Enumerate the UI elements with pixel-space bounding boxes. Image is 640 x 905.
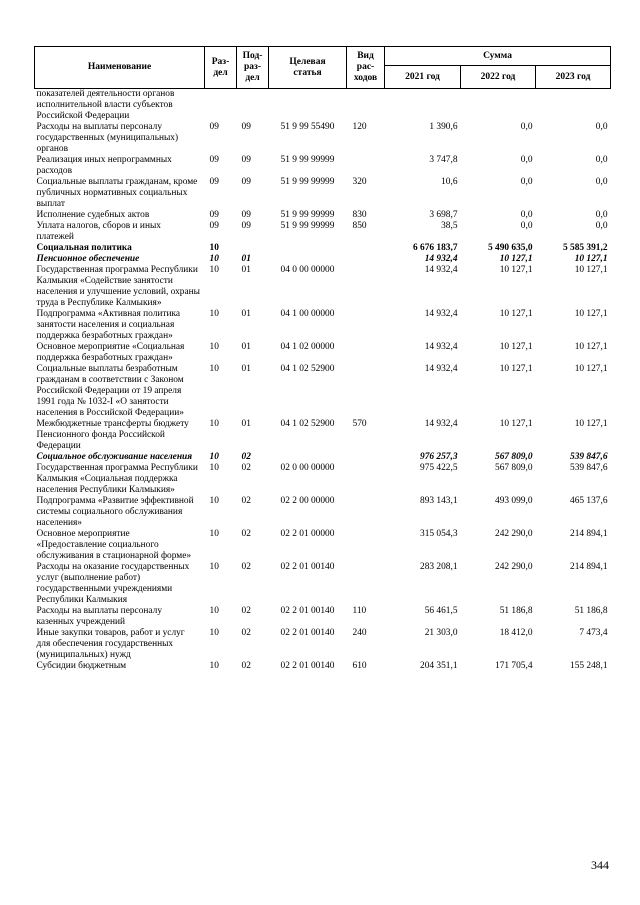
header-target xyxy=(269,47,347,89)
cell-sum-2022: 567 809,0 xyxy=(495,463,533,473)
cell-sum-2023: 0,0 xyxy=(595,221,608,231)
cell-podrazdel xyxy=(237,89,269,123)
table-row xyxy=(35,364,611,419)
cell-target: 51 9 99 99999 xyxy=(280,221,335,231)
cell-razdel: 10 xyxy=(209,364,219,374)
cell-sum-2023: 539 847,6 xyxy=(570,452,608,462)
cell-podrazdel: 01 xyxy=(241,342,251,352)
cell-vid xyxy=(347,496,385,529)
cell-name: Межбюджетные трансферты бюджету Пенсионного фонда Российской Федерации xyxy=(36,419,189,451)
cell-razdel: 10 xyxy=(209,529,219,539)
cell-target xyxy=(269,243,347,254)
cell-name: Социальная политика xyxy=(36,243,132,253)
table-header xyxy=(35,47,611,89)
cell-sum-2022: 10 127,1 xyxy=(499,254,533,264)
cell-razdel: 10 xyxy=(209,562,219,572)
cell-razdel xyxy=(205,89,237,123)
cell-razdel: 10 xyxy=(209,309,219,319)
cell-razdel: 10 xyxy=(209,452,219,462)
header-razdel-text: Раз- дел xyxy=(211,56,230,78)
cell-sum-2023: 10 127,1 xyxy=(574,419,608,429)
cell-vid xyxy=(347,463,385,496)
cell-razdel: 10 xyxy=(209,606,219,616)
header-target-text: Целевая статья xyxy=(289,56,326,78)
cell-podrazdel: 02 xyxy=(241,463,251,473)
cell-sum-2021: 56 461,5 xyxy=(424,606,458,616)
cell-vid xyxy=(347,155,385,177)
table-row xyxy=(35,265,611,309)
table-row xyxy=(35,122,611,155)
cell-podrazdel: 01 xyxy=(241,364,251,374)
cell-sum-2021: 14 932,4 xyxy=(424,265,458,275)
cell-target: 02 2 01 00140 xyxy=(280,628,335,638)
cell-sum-2021: 14 932,4 xyxy=(424,342,458,352)
cell-sum-2023: 0,0 xyxy=(595,177,608,187)
cell-podrazdel: 02 xyxy=(241,496,251,506)
cell-target xyxy=(269,452,347,463)
cell-vid: 570 xyxy=(352,419,367,429)
cell-name: Субсидии бюджетным xyxy=(36,661,127,671)
cell-target: 02 2 01 00140 xyxy=(280,661,335,671)
cell-sum-2021: 315 054,3 xyxy=(420,529,458,539)
cell-sum-2023: 214 894,1 xyxy=(570,562,608,572)
cell-name: Исполнение судебных актов xyxy=(36,210,150,220)
cell-sum-2021: 21 303,0 xyxy=(424,628,458,638)
cell-vid xyxy=(347,89,385,123)
cell-sum-2022: 10 127,1 xyxy=(499,342,533,352)
cell-podrazdel: 02 xyxy=(241,562,251,572)
cell-name: Государственная программа Республики Калмыкия «Социальная поддержка населения Республики Калмыкия» xyxy=(36,463,198,495)
cell-name: Государственная программа Республики Калмыкия «Содействие занятости населения и улучшение условий, охраны труда в Республике Калмыкия» xyxy=(36,265,200,308)
cell-vid xyxy=(347,243,385,254)
cell-podrazdel: 09 xyxy=(241,177,251,187)
cell-sum-2021: 3 698,7 xyxy=(429,210,458,220)
table-row xyxy=(35,89,611,123)
cell-podrazdel xyxy=(237,243,269,254)
table-row xyxy=(35,210,611,221)
cell-name: Уплата налогов, сборов и иных платежей xyxy=(36,221,161,242)
cell-sum-2021: 975 422,5 xyxy=(420,463,458,473)
cell-sum-2021: 893 143,1 xyxy=(420,496,458,506)
cell-vid xyxy=(347,342,385,364)
cell-name: Социальные выплаты безработным гражданам в соответствии с Законом Российской Федерации от 19 апреля 1991 года № 1032-I «О занятости населения в Российской Федерации» xyxy=(36,364,184,418)
cell-sum-2021: 204 351,1 xyxy=(420,661,458,671)
cell-razdel: 09 xyxy=(209,221,219,231)
cell-razdel: 09 xyxy=(209,210,219,220)
cell-sum-2021: 14 932,4 xyxy=(424,254,458,264)
cell-sum-2023: 10 127,1 xyxy=(574,364,608,374)
cell-sum-2022: 10 127,1 xyxy=(499,364,533,374)
cell-razdel: 10 xyxy=(209,342,219,352)
cell-name: Подпрограмма «Развитие эффективной системы социального обслуживания населения» xyxy=(36,496,194,528)
cell-sum-2023: 10 127,1 xyxy=(574,342,608,352)
table-body xyxy=(35,89,611,673)
header-name: Наименование xyxy=(35,47,205,89)
cell-sum-2023: 539 847,6 xyxy=(570,463,608,473)
cell-podrazdel: 02 xyxy=(241,661,251,671)
cell-vid: 850 xyxy=(352,221,367,231)
cell-sum-2023: 51 186,8 xyxy=(574,606,608,616)
cell-podrazdel: 02 xyxy=(241,628,251,638)
cell-sum-2023: 155 248,1 xyxy=(570,661,608,671)
cell-name: Подпрограмма «Активная политика занятости населения и социальная поддержка безработных граждан» xyxy=(36,309,181,341)
cell-name: Основное мероприятие «Социальная поддержка безработных граждан» xyxy=(36,342,185,363)
cell-vid xyxy=(347,309,385,342)
cell-sum-2023: 0,0 xyxy=(595,210,608,220)
header-vid xyxy=(347,47,385,89)
table-row xyxy=(35,309,611,342)
cell-sum-2021: 283 208,1 xyxy=(420,562,458,572)
cell-razdel: 10 xyxy=(209,254,219,264)
cell-name: Реализация иных непрограммных расходов xyxy=(36,155,172,176)
cell-sum-2022: 51 186,8 xyxy=(499,606,533,616)
table-row xyxy=(35,661,611,672)
cell-podrazdel: 01 xyxy=(241,254,251,264)
table-row xyxy=(35,562,611,606)
cell-sum-2022: 10 127,1 xyxy=(499,265,533,275)
cell-vid xyxy=(347,254,385,265)
cell-name: Расходы на оказание государственных услуг (выполнение работ) государственными учреждениями Республики Калмыкия xyxy=(36,562,190,605)
cell-sum-2022: 10 127,1 xyxy=(499,309,533,319)
cell-target: 04 1 02 52900 xyxy=(280,419,335,429)
cell-target: 04 1 02 52900 xyxy=(280,364,335,374)
cell-sum-2023: 10 127,1 xyxy=(574,265,608,275)
cell-sum-2022: 0,0 xyxy=(520,221,533,231)
cell-target: 04 0 00 00000 xyxy=(280,265,335,275)
cell-vid: 240 xyxy=(352,628,367,638)
cell-podrazdel: 09 xyxy=(241,210,251,220)
cell-sum-2021: 38,5 xyxy=(441,221,458,231)
cell-sum-2023: 0,0 xyxy=(595,122,608,132)
cell-razdel: 10 xyxy=(209,463,219,473)
cell-sum-2022: 171 705,4 xyxy=(495,661,533,671)
cell-sum-2022: 0,0 xyxy=(520,177,533,187)
header-sum: Сумма xyxy=(385,47,611,66)
cell-target: 02 0 00 00000 xyxy=(280,463,335,473)
cell-vid xyxy=(347,562,385,606)
cell-vid xyxy=(347,364,385,419)
cell-name: Пенсионное обеспечение xyxy=(36,254,140,264)
table-row xyxy=(35,177,611,210)
cell-sum-2021: 3 747,8 xyxy=(429,155,458,165)
cell-target: 51 9 99 99999 xyxy=(280,177,335,187)
cell-name: Социальные выплаты гражданам, кроме публичных нормативных социальных выплат xyxy=(36,177,198,209)
cell-target: 51 9 99 55490 xyxy=(280,122,335,132)
cell-sum-2022: 0,0 xyxy=(520,122,533,132)
cell-razdel: 10 xyxy=(209,419,219,429)
cell-sum-2023: 465 137,6 xyxy=(570,496,608,506)
table-row xyxy=(35,463,611,496)
cell-sum-2022: 242 290,0 xyxy=(495,529,533,539)
table-row xyxy=(35,606,611,628)
cell-podrazdel: 01 xyxy=(241,265,251,275)
cell-razdel: 10 xyxy=(209,661,219,671)
cell-razdel: 09 xyxy=(209,155,219,165)
table-row xyxy=(35,419,611,452)
cell-sum-2021 xyxy=(385,89,461,123)
table-row xyxy=(35,529,611,562)
cell-sum-2022: 18 412,0 xyxy=(499,628,533,638)
cell-name: Расходы на выплаты персоналу государственных (муниципальных) органов xyxy=(36,122,179,154)
cell-target: 04 1 00 00000 xyxy=(280,309,335,319)
cell-razdel: 10 xyxy=(209,628,219,638)
subsection-row xyxy=(35,254,611,265)
header-vid-text: Вид рас- ходов xyxy=(353,51,378,83)
cell-sum-2022: 0,0 xyxy=(520,155,533,165)
cell-sum-2021: 6 676 183,7 xyxy=(412,243,458,253)
cell-sum-2023: 214 894,1 xyxy=(570,529,608,539)
cell-target: 02 2 01 00140 xyxy=(280,606,335,616)
subsection-row xyxy=(35,452,611,463)
cell-target: 02 2 01 00140 xyxy=(280,562,335,572)
cell-podrazdel: 02 xyxy=(241,529,251,539)
cell-name: Основное мероприятие «Предоставление социального обслуживания в стационарной форме» xyxy=(36,529,192,561)
cell-razdel: 10 xyxy=(209,243,219,253)
cell-sum-2022: 10 127,1 xyxy=(499,419,533,429)
cell-target xyxy=(269,254,347,265)
cell-target: 04 1 02 00000 xyxy=(280,342,335,352)
cell-target: 51 9 99 99999 xyxy=(280,155,335,165)
cell-sum-2022: 493 099,0 xyxy=(495,496,533,506)
cell-razdel: 10 xyxy=(209,496,219,506)
cell-vid xyxy=(347,452,385,463)
cell-razdel: 10 xyxy=(209,265,219,275)
header-2021: 2021 год xyxy=(385,66,461,89)
cell-sum-2021: 976 257,3 xyxy=(420,452,458,462)
cell-sum-2021: 10,6 xyxy=(441,177,458,187)
header-podrazdel xyxy=(237,47,269,89)
table-row xyxy=(35,496,611,529)
table-row xyxy=(35,221,611,243)
cell-sum-2022 xyxy=(461,89,536,123)
cell-sum-2022: 5 490 635,0 xyxy=(487,243,533,253)
page-number: 344 xyxy=(591,858,609,872)
cell-sum-2023: 10 127,1 xyxy=(574,254,608,264)
cell-razdel: 09 xyxy=(209,122,219,132)
table-row xyxy=(35,342,611,364)
cell-target xyxy=(269,89,347,123)
cell-name: Расходы на выплаты персоналу казенных учреждений xyxy=(36,606,163,627)
cell-vid xyxy=(347,265,385,309)
cell-sum-2023: 10 127,1 xyxy=(574,309,608,319)
cell-sum-2021: 14 932,4 xyxy=(424,419,458,429)
table-row xyxy=(35,628,611,661)
cell-vid: 110 xyxy=(352,606,367,616)
cell-podrazdel: 02 xyxy=(241,452,251,462)
cell-podrazdel: 02 xyxy=(241,606,251,616)
cell-sum-2021: 14 932,4 xyxy=(424,309,458,319)
cell-sum-2022: 242 290,0 xyxy=(495,562,533,572)
cell-vid: 830 xyxy=(352,210,367,220)
table-row xyxy=(35,155,611,177)
cell-sum-2023: 0,0 xyxy=(595,155,608,165)
cell-podrazdel: 01 xyxy=(241,419,251,429)
cell-podrazdel: 09 xyxy=(241,155,251,165)
header-razdel xyxy=(205,47,237,89)
cell-podrazdel: 09 xyxy=(241,122,251,132)
cell-target: 02 2 00 00000 xyxy=(280,496,335,506)
section-row xyxy=(35,243,611,254)
cell-sum-2023 xyxy=(536,89,611,123)
cell-sum-2022: 567 809,0 xyxy=(495,452,533,462)
header-2023: 2023 год xyxy=(536,66,611,89)
budget-table xyxy=(34,46,611,672)
cell-vid: 120 xyxy=(352,122,367,132)
cell-sum-2023: 5 585 391,2 xyxy=(562,243,608,253)
header-2022: 2022 год xyxy=(461,66,536,89)
cell-target: 02 2 01 00000 xyxy=(280,529,335,539)
cell-podrazdel: 01 xyxy=(241,309,251,319)
cell-podrazdel: 09 xyxy=(241,221,251,231)
cell-vid xyxy=(347,529,385,562)
cell-sum-2021: 1 390,6 xyxy=(429,122,458,132)
cell-razdel: 09 xyxy=(209,177,219,187)
cell-name: Социальное обслуживание населения xyxy=(36,452,193,462)
cell-sum-2021: 14 932,4 xyxy=(424,364,458,374)
cell-name: показателей деятельности органов исполнительной власти субъектов Российской Федерации xyxy=(36,89,175,121)
cell-sum-2022: 0,0 xyxy=(520,210,533,220)
cell-name: Иные закупки товаров, работ и услуг для обеспечения государственных (муниципальных) нужд xyxy=(36,628,185,660)
cell-vid: 320 xyxy=(352,177,367,187)
cell-vid: 610 xyxy=(352,661,367,671)
cell-sum-2023: 7 473,4 xyxy=(579,628,608,638)
cell-target: 51 9 99 99999 xyxy=(280,210,335,220)
header-podrazdel-text: Под- раз- дел xyxy=(242,51,263,83)
